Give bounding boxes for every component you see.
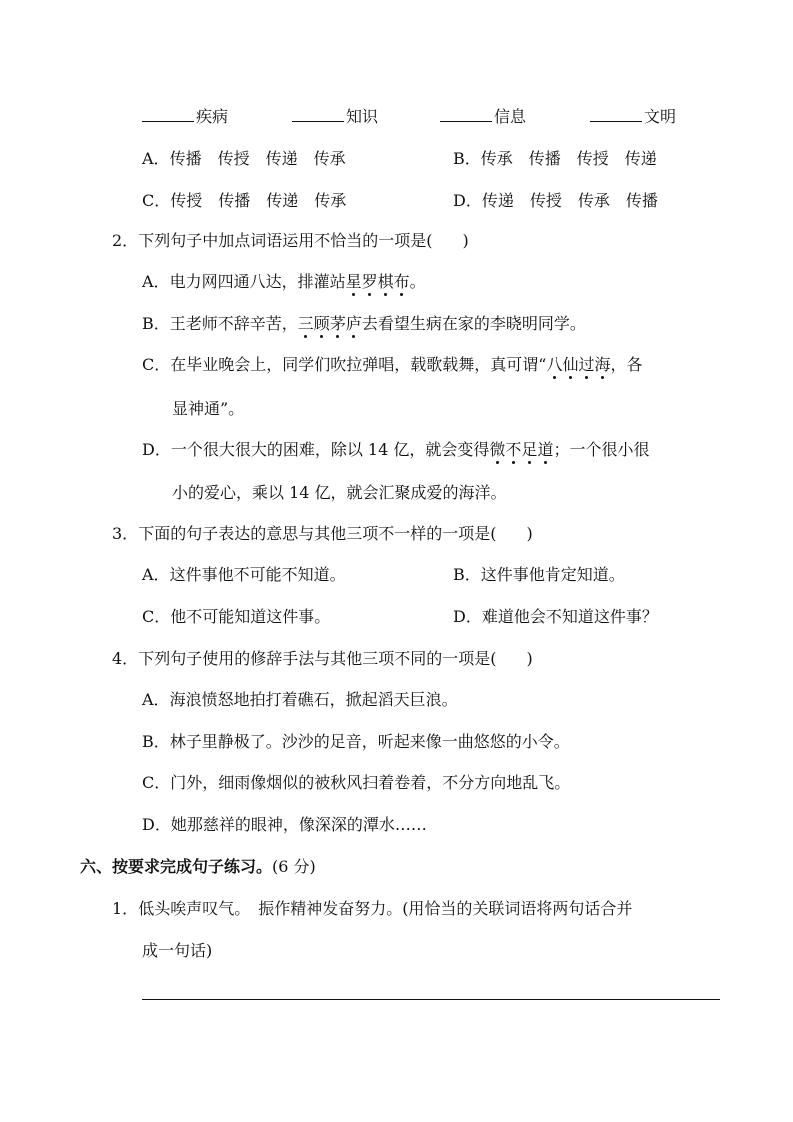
dotted-char: 棋 [377, 272, 394, 291]
dotted-char: 三 [297, 314, 314, 333]
q2-option-c-line2: 显神通”。 [172, 399, 245, 418]
q2-stem: 2．下列句子中加点词语运用不恰当的一项是( ) [112, 231, 469, 250]
dotted-char: 庐 [345, 314, 362, 333]
dotted-char: 仙 [562, 355, 579, 374]
s6-q1-text: 1．低头唉声叹气。 振作精神发奋努力。(用恰当的关联词语将两句话合并 [112, 899, 633, 918]
q1-option-b: B．传承 传播 传授 传递 [453, 149, 657, 168]
blank-line [590, 107, 642, 122]
fill-item: 信息 [440, 106, 526, 128]
q4-option-c: C．门外，细雨像烟似的被秋风扫着卷着，不分方向地乱飞。 [142, 773, 571, 792]
s6-q1-line2: 成一句话) [142, 941, 213, 960]
blank-line [142, 107, 194, 122]
dotted-phrase [546, 355, 610, 374]
q3-option-c: C．他不可能知道这件事。 [142, 607, 331, 626]
q1-option-d: D．传递 传授 传承 传播 [453, 191, 658, 210]
dotted-phrase [298, 314, 362, 333]
dotted-char: 足 [521, 440, 538, 459]
dotted-char: 微 [489, 440, 506, 459]
q2-option-c: C．在毕业晚会上，同学们吹拉弹唱，载歌载舞，真可谓“八仙过海，各 [142, 355, 643, 374]
dotted-char: 罗 [361, 272, 378, 291]
dotted-char: 过 [578, 355, 595, 374]
dotted-char: 星 [345, 272, 362, 291]
dotted-phrase [346, 272, 410, 291]
q1-option-a: A．传播 传授 传递 传承 [142, 149, 346, 168]
q4-stem: 4．下列句子使用的修辞手法与其他三项不同的一项是( ) [112, 649, 533, 668]
dotted-char: 茅 [329, 314, 346, 333]
q3-option-d: D．难道他会不知道这件事？ [453, 607, 658, 626]
dotted-char: 不 [505, 440, 522, 459]
fill-item: 文明 [590, 106, 676, 128]
q3-stem: 3．下面的句子表达的意思与其他三项不一样的一项是( ) [112, 524, 533, 543]
q1-option-c: C．传授 传播 传递 传承 [142, 191, 347, 210]
q2-option-a: A．电力网四通八达，排灌站星罗棋布。 [142, 272, 426, 291]
q2-option-b: B．王老师不辞辛苦，三顾茅庐去看望生病在家的李晓明同学。 [142, 314, 586, 333]
dotted-char: 海 [594, 355, 611, 374]
q3-option-a: A．这件事他不可能不知道。 [142, 565, 346, 584]
blank-line [292, 107, 344, 122]
q4-option-d: D．她那慈祥的眼神，像深深的潭水…… [142, 815, 427, 834]
section-heading: 六、按要求完成句子练习。(6 分) [80, 857, 316, 876]
dotted-char: 顾 [313, 314, 330, 333]
q3-option-b: B．这件事他肯定知道。 [453, 565, 625, 584]
dotted-char: 八 [546, 355, 563, 374]
q2-option-d: D．一个很大很大的困难，除以 14 亿，就会变得微不足道；一个很小很 [142, 440, 650, 459]
dotted-phrase [489, 440, 553, 459]
fill-item: 知识 [292, 106, 378, 128]
blank-line [440, 107, 492, 122]
q4-option-a: A．海浪愤怒地拍打着礁石，掀起滔天巨浪。 [142, 690, 458, 709]
q2-option-d-line2: 小的爱心，乘以 14 亿，就会汇聚成爱的海洋。 [172, 483, 507, 502]
fill-item: 疾病 [142, 106, 228, 128]
q4-option-b: B．林子里静极了。沙沙的足音，听起来像一曲悠悠的小令。 [142, 732, 570, 751]
dotted-char: 道 [537, 440, 554, 459]
answer-line[interactable] [142, 999, 720, 1000]
dotted-char: 布 [393, 272, 410, 291]
